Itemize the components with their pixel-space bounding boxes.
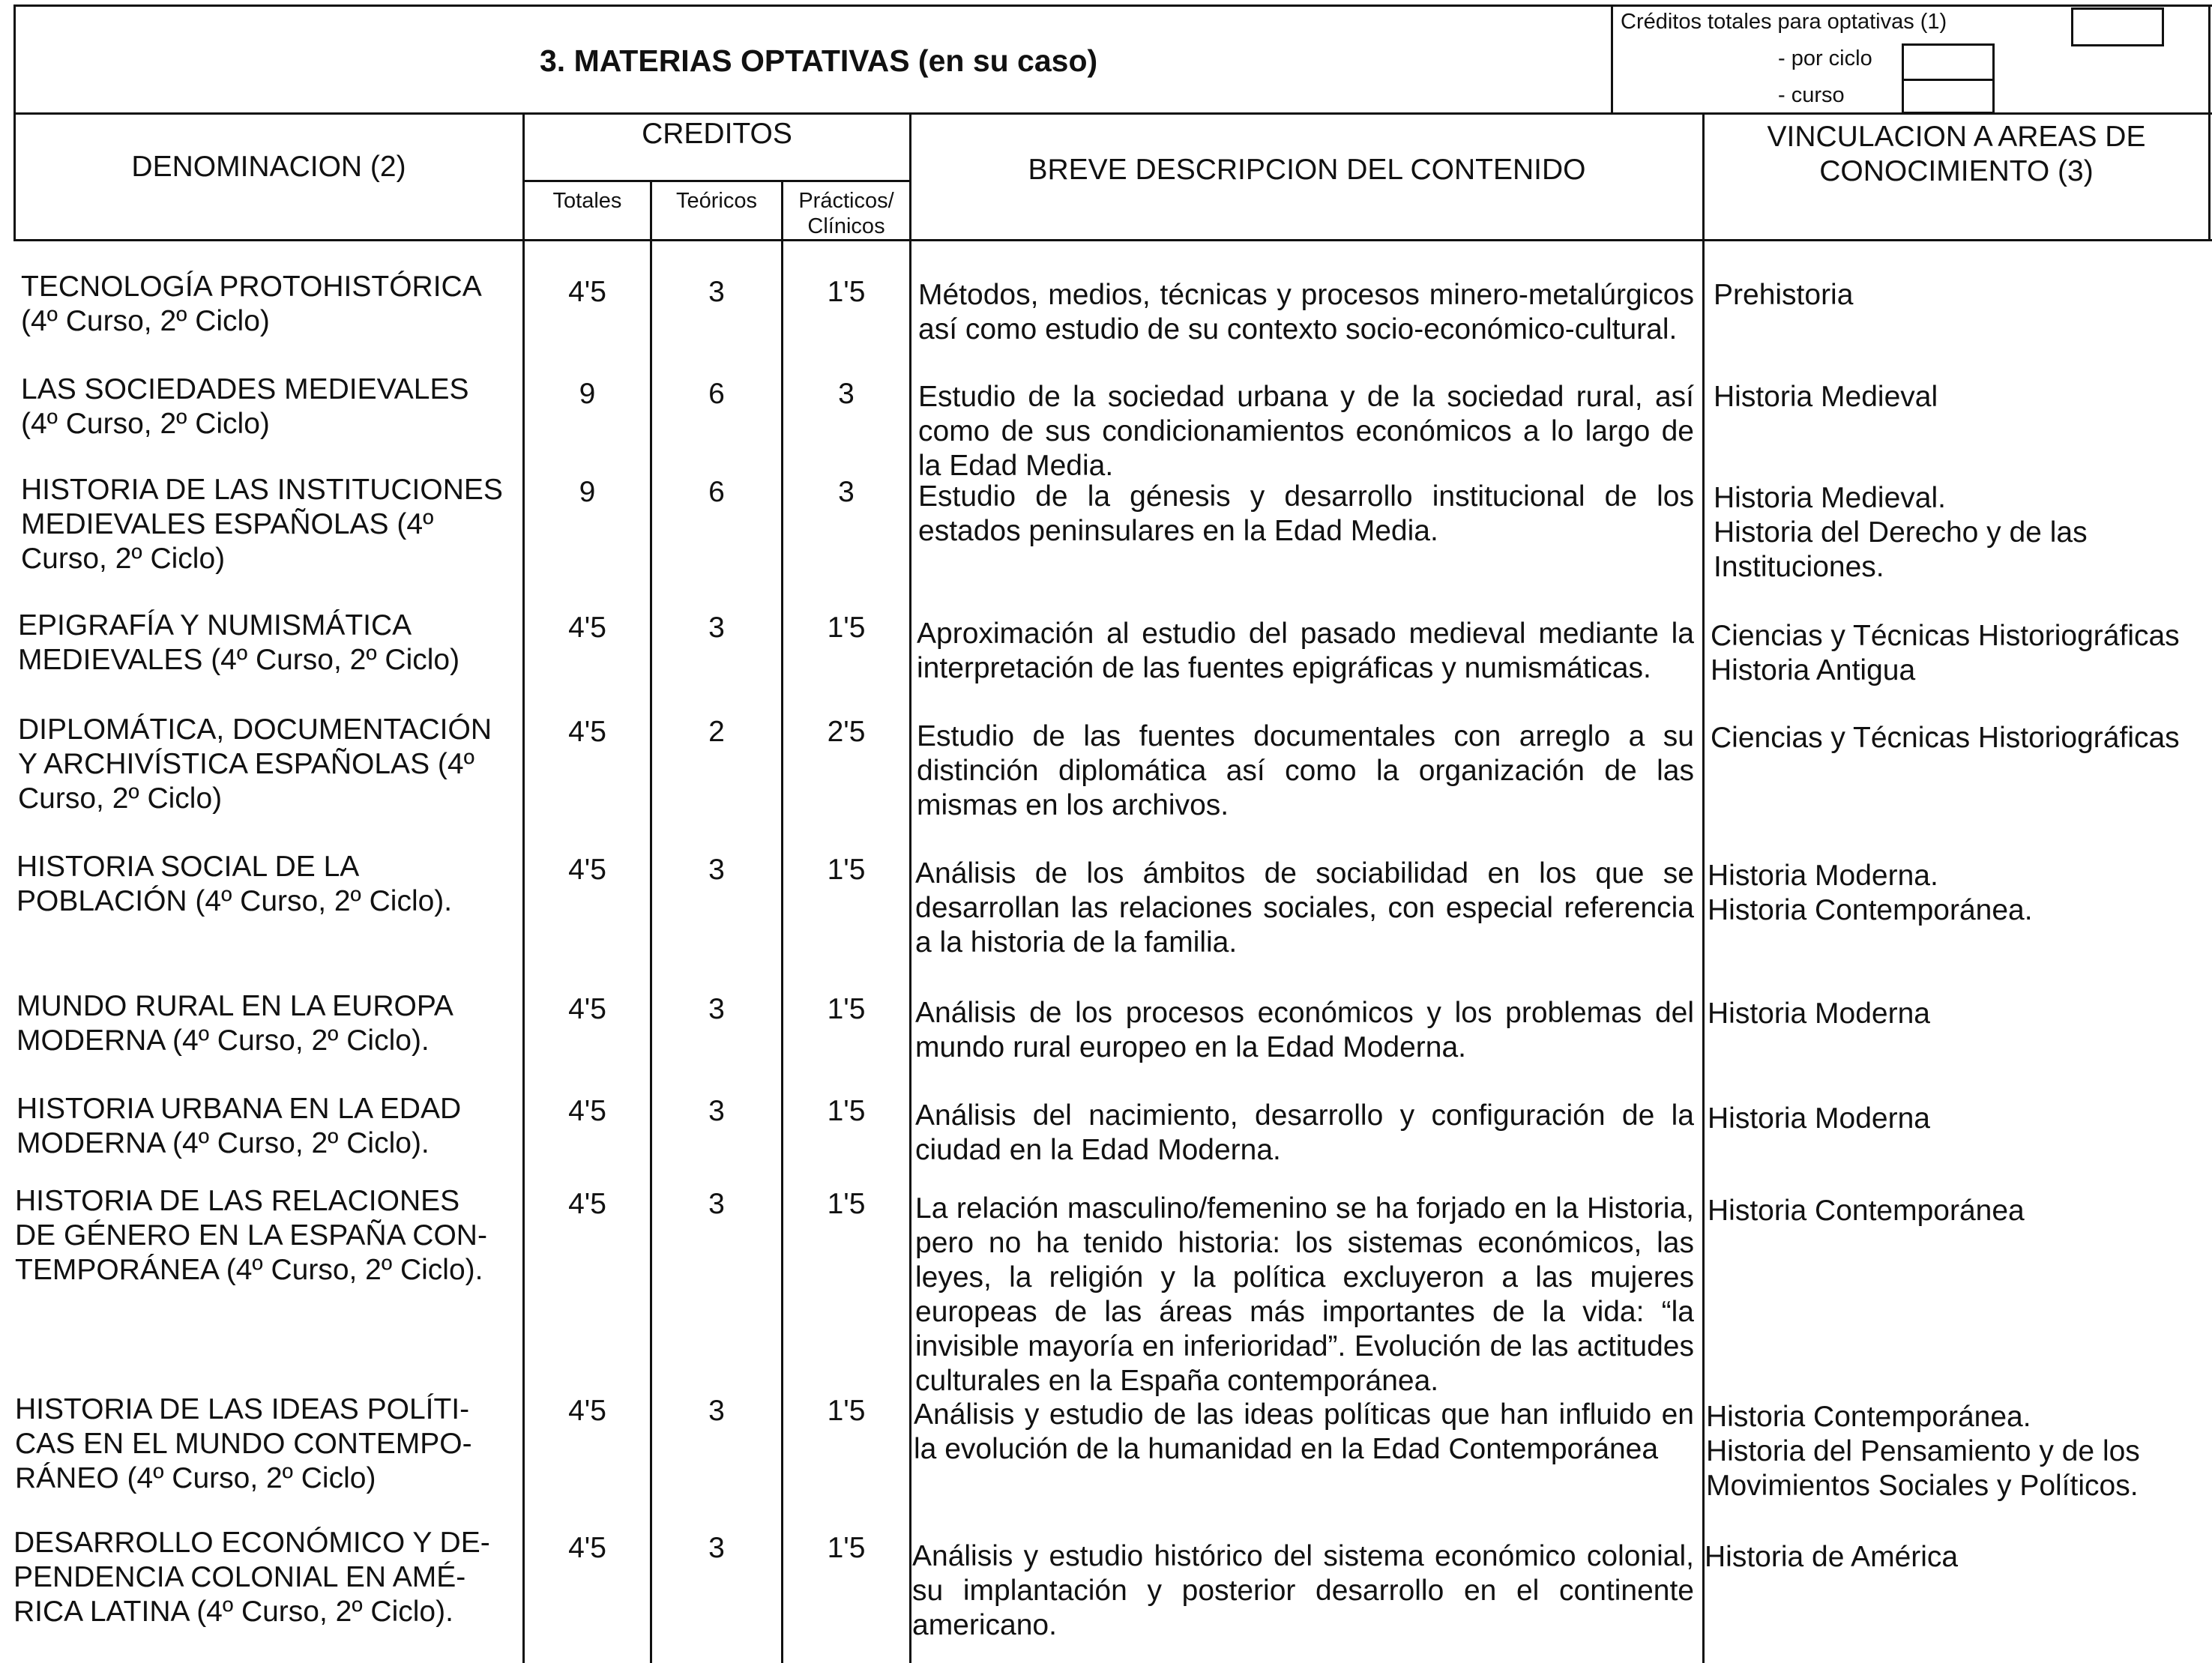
row-2-name: LAS SOCIEDADES MEDIEVALES (4º Curso, 2º Ciclo) (21, 373, 469, 440)
row-1-description: Métodos, medios, técnicas y procesos minero-metalúrgicos así como estudio de su contexto socio-económico-cultural. (918, 279, 1694, 345)
row-11-description: Análisis y estudio histórico del sistema económico colonial, su implantación y posterior desarrollo en el continente americano. (912, 1540, 1694, 1641)
row-3-areas: Historia Medieval. Historia del Derecho y de las Instituciones. (1714, 482, 2088, 583)
row-8-teoricos: 3 (708, 1095, 725, 1127)
row-4-totales: 4'5 (568, 612, 606, 644)
row-11-areas: Historia de América (1705, 1541, 1959, 1573)
row-1-teoricos: 3 (708, 276, 725, 308)
creditos-subheader-line (522, 180, 911, 182)
row-5-totales: 4'5 (568, 716, 606, 748)
row-7-teoricos: 3 (708, 993, 725, 1025)
row-5-name: DIPLOMÁTICA, DOCUMENTACIÓN Y ARCHIVÍSTICA ESPAÑOLAS (4º Curso, 2º Ciclo) (18, 713, 492, 815)
col-header-descripcion: BREVE DESCRIPCION DEL CONTENIDO (1028, 154, 1586, 186)
row-3-name: HISTORIA DE LAS INSTITUCIONES MEDIEVALES ESPAÑOLAS (4º Curso, 2º Ciclo) (21, 474, 503, 575)
col-header-denominacion: DENOMINACION (2) (131, 151, 406, 183)
credits-total-label: Créditos totales para optativas (1) (1621, 10, 1947, 34)
row-11-teoricos: 3 (708, 1532, 725, 1564)
row-6-totales: 4'5 (568, 854, 606, 886)
row-9-areas: Historia Contemporánea (1708, 1195, 2025, 1227)
row-3-teoricos: 6 (708, 476, 725, 508)
row-11-name: DESARROLLO ECONÓMICO Y DE- PENDENCIA COLONIAL EN AMÉ- RICA LATINA (4º Curso, 2º Ciclo). (13, 1527, 490, 1628)
row-2-teoricos: 6 (708, 378, 725, 410)
col-header-vinculacion: VINCULACION A AREAS DE CONOCIMIENTO (3) (1767, 121, 2146, 187)
row-6-areas: Historia Moderna. Historia Contemporánea. (1708, 860, 2033, 926)
left-border (13, 4, 16, 239)
row-3-totales: 9 (579, 476, 596, 508)
row-5-teoricos: 2 (708, 716, 725, 748)
row-6-teoricos: 3 (708, 854, 725, 886)
row-6-name: HISTORIA SOCIAL DE LA POBLACIÓN (4º Curso, 2º Ciclo). (16, 851, 453, 917)
row-10-description: Análisis y estudio de las ideas políticas que han influido en la evolución de la humanidad en la Edad Contemporánea (914, 1398, 1694, 1465)
row-4-areas: Ciencias y Técnicas Historiográficas Historia Antigua (1711, 620, 2180, 686)
row-10-areas: Historia Contemporánea. Historia del Pensamiento y de los Movimientos Sociales y Políticos. (1706, 1401, 2140, 1502)
row-7-practicos: 1'5 (827, 993, 866, 1025)
column-header-bottom (13, 239, 2212, 241)
row-8-totales: 4'5 (568, 1095, 606, 1127)
per-cycle-label: - por ciclo (1778, 46, 1872, 70)
row-10-practicos: 1'5 (827, 1395, 866, 1427)
row-8-name: HISTORIA URBANA EN LA EDAD MODERNA (4º Curso, 2º Ciclo). (16, 1093, 462, 1159)
row-11-totales: 4'5 (568, 1532, 606, 1564)
row-9-practicos: 1'5 (827, 1188, 866, 1220)
col-header-totales: Totales (552, 189, 622, 213)
row-2-totales: 9 (579, 378, 596, 410)
row-7-areas: Historia Moderna (1708, 998, 1930, 1030)
row-3-description: Estudio de la génesis y desarrollo institucional de los estados peninsulares en la Edad Media. (918, 480, 1694, 547)
col-divider-descripcion (1702, 112, 1705, 1663)
row-1-totales: 4'5 (568, 276, 606, 308)
row-9-totales: 4'5 (568, 1188, 606, 1220)
credits-total-box (2071, 7, 2164, 46)
col-header-teoricos: Teóricos (676, 189, 757, 213)
right-border (2208, 4, 2211, 239)
row-4-name: EPIGRAFÍA Y NUMISMÁTICA MEDIEVALES (4º Curso, 2º Ciclo) (18, 609, 460, 676)
row-4-teoricos: 3 (708, 612, 725, 644)
row-9-description: La relación masculino/femenino se ha forjado en la Historia, pero no ha tenido historia: los sistemas económicos, las leyes, la religión y la política excluyeron a las mujeres europeas de las áreas más importantes de la vida: “la invisible mayoría en inferioridad”. Evolución de las actitudes culturales en la España contemporánea. (915, 1192, 1694, 1397)
row-10-name: HISTORIA DE LAS IDEAS POLÍTI- CAS EN EL MUNDO CONTEMPO- RÁNEO (4º Curso, 2º Ciclo) (15, 1393, 472, 1494)
col-header-creditos: CREDITOS (642, 118, 792, 150)
row-9-teoricos: 3 (708, 1188, 725, 1220)
row-2-practicos: 3 (838, 378, 855, 410)
row-1-practicos: 1'5 (827, 276, 866, 308)
col-divider-creditos (909, 112, 911, 1663)
row-5-description: Estudio de las fuentes documentales con arreglo a su distinción diplomática así como la organización de las mismas en los archivos. (917, 720, 1694, 821)
row-4-practicos: 1'5 (827, 612, 866, 644)
row-2-areas: Historia Medieval (1714, 381, 1938, 413)
row-8-description: Análisis del nacimiento, desarrollo y configuración de la ciudad en la Edad Moderna. (915, 1099, 1694, 1166)
row-10-totales: 4'5 (568, 1395, 606, 1427)
col-header-practicos: Prácticos/ Clínicos (798, 189, 894, 238)
row-1-name: TECNOLOGÍA PROTOHISTÓRICA (4º Curso, 2º Ciclo) (21, 271, 482, 337)
course-box (1902, 79, 1995, 114)
top-border (13, 4, 2212, 7)
row-9-name: HISTORIA DE LAS RELACIONES DE GÉNERO EN LA ESPAÑA CON- TEMPORÁNEA (4º Curso, 2º Ciclo). (15, 1185, 487, 1286)
row-7-totales: 4'5 (568, 993, 606, 1025)
row-11-practicos: 1'5 (827, 1532, 866, 1564)
page-title: 3. MATERIAS OPTATIVAS (en su caso) (540, 43, 1098, 78)
row-5-practicos: 2'5 (827, 716, 866, 748)
title-credits-divider (1611, 4, 1613, 114)
row-10-teoricos: 3 (708, 1395, 725, 1427)
header-divider (13, 112, 2212, 115)
row-6-practicos: 1'5 (827, 854, 866, 886)
per-cycle-box (1902, 43, 1995, 81)
row-1-areas: Prehistoria (1714, 279, 1854, 311)
row-2-description: Estudio de la sociedad urbana y de la sociedad rural, así como de sus condicionamientos económicos a lo largo de la Edad Media. (918, 381, 1694, 482)
row-4-description: Aproximación al estudio del pasado medieval mediante la interpretación de las fuentes epigráficas y numismáticas. (917, 618, 1694, 684)
row-5-areas: Ciencias y Técnicas Historiográficas (1711, 722, 2180, 754)
course-label: - curso (1778, 83, 1845, 107)
row-8-areas: Historia Moderna (1708, 1102, 1930, 1135)
row-7-description: Análisis de los procesos económicos y los problemas del mundo rural europeo en la Edad Moderna. (915, 997, 1694, 1063)
row-7-name: MUNDO RURAL EN LA EUROPA MODERNA (4º Curso, 2º Ciclo). (16, 990, 453, 1057)
row-6-description: Análisis de los ámbitos de sociabilidad en los que se desarrollan las relaciones sociales, con especial referencia a la historia de la familia. (915, 857, 1694, 959)
row-3-practicos: 3 (838, 476, 855, 508)
col-divider-denominacion (522, 112, 525, 1663)
row-8-practicos: 1'5 (827, 1095, 866, 1127)
